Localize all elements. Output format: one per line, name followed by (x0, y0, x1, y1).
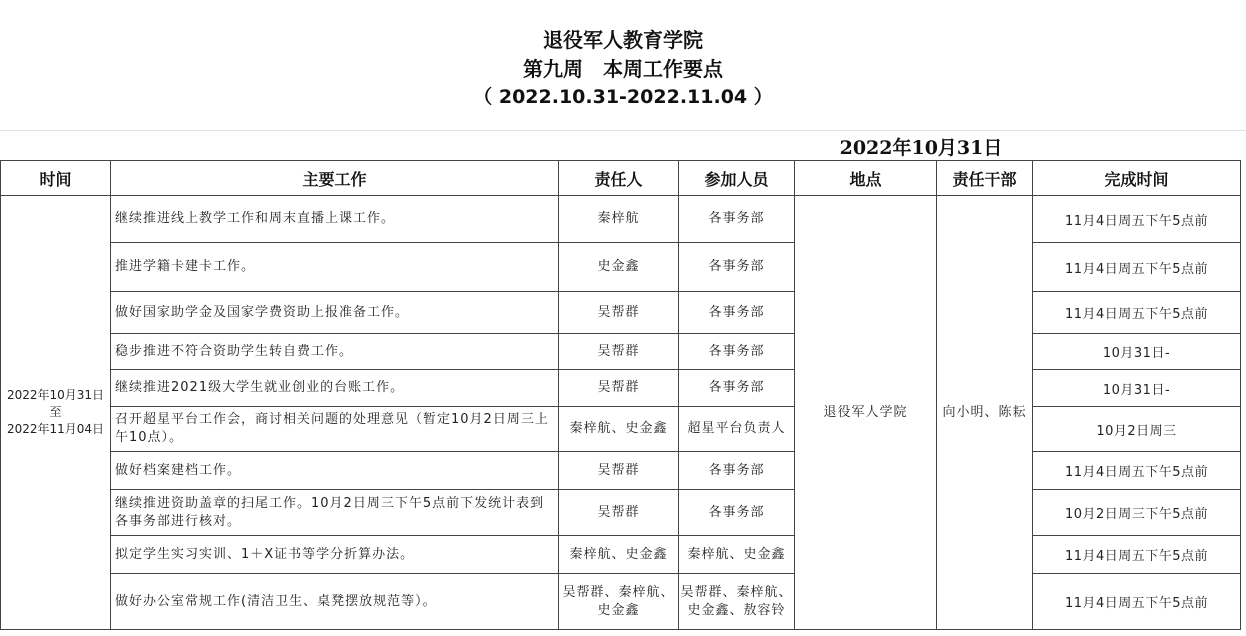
task-cell: 继续推进2021级大学生就业创业的台账工作。 (111, 370, 559, 407)
done-cell: 11月4日周五下午5点前 (1033, 292, 1241, 334)
divider (0, 130, 1246, 131)
participants-cell: 各事务部 (679, 243, 795, 292)
column-header-task: 主要工作 (111, 161, 559, 196)
task-cell: 召开超星平台工作会，商讨相关问题的处理意见（暂定10月2日周三上午10点）。 (111, 407, 559, 452)
location-cell: 退役军人学院 (795, 196, 937, 630)
table-row (1, 243, 1241, 292)
participants-cell: 各事务部 (679, 196, 795, 243)
done-cell: 10月31日- (1033, 334, 1241, 370)
column-header-location: 地点 (795, 161, 937, 196)
participants-cell: 吴帮群、秦梓航、史金鑫、敖容铃 (679, 574, 795, 630)
task-cell: 做好档案建档工作。 (111, 452, 559, 490)
date-heading: 2022年10月31日 (839, 137, 1003, 159)
task-cell: 继续推进线上教学工作和周末直播上课工作。 (111, 196, 559, 243)
person-cell: 吴帮群 (559, 490, 679, 536)
table-header-row (1, 161, 1241, 196)
person-cell: 吴帮群、秦梓航、史金鑫 (559, 574, 679, 630)
week-title: 第九周 本周工作要点 (523, 57, 723, 81)
done-cell: 11月4日周五下午5点前 (1033, 536, 1241, 574)
column-header-done: 完成时间 (1033, 161, 1241, 196)
done-cell: 10月31日- (1033, 370, 1241, 407)
time-end: 2022年11月04日 (6, 422, 105, 436)
table-row (1, 452, 1241, 490)
column-header-cadre: 责任干部 (937, 161, 1033, 196)
participants-cell: 各事务部 (679, 370, 795, 407)
time-start: 2022年10月31日 (6, 388, 105, 402)
participants-cell: 各事务部 (679, 452, 795, 490)
column-header-person: 责任人 (559, 161, 679, 196)
table-row (1, 334, 1241, 370)
participants-cell: 各事务部 (679, 292, 795, 334)
document-title-block (0, 0, 1246, 130)
table-row (1, 407, 1241, 452)
person-cell: 秦梓航 (559, 196, 679, 243)
org-title: 退役军人教育学院 (543, 28, 703, 52)
done-cell: 11月4日周五下午5点前 (1033, 574, 1241, 630)
done-cell: 11月4日周五下午5点前 (1033, 452, 1241, 490)
task-cell: 拟定学生实习实训、1＋X证书等学分折算办法。 (111, 536, 559, 574)
column-header-time: 时间 (1, 161, 111, 196)
table-row (1, 574, 1241, 630)
time-span-cell (1, 196, 111, 630)
task-cell: 做好办公室常规工作(清洁卫生、桌凳摆放规范等）。 (111, 574, 559, 630)
task-cell: 继续推进资助盖章的扫尾工作。10月2日周三下午5点前下发统计表到各事务部进行核对。 (111, 490, 559, 536)
column-header-participants: 参加人员 (679, 161, 795, 196)
participants-cell: 各事务部 (679, 334, 795, 370)
work-plan-table (0, 160, 1241, 630)
person-cell: 秦梓航、史金鑫 (559, 536, 679, 574)
task-cell: 推进学籍卡建卡工作。 (111, 243, 559, 292)
task-cell: 稳步推进不符合资助学生转自费工作。 (111, 334, 559, 370)
table-row (1, 292, 1241, 334)
participants-cell: 超星平台负责人 (679, 407, 795, 452)
time-to: 至 (49, 405, 62, 419)
person-cell: 秦梓航、史金鑫 (559, 407, 679, 452)
person-cell: 吴帮群 (559, 370, 679, 407)
task-cell: 做好国家助学金及国家学费资助上报准备工作。 (111, 292, 559, 334)
table-row (1, 536, 1241, 574)
table-row (1, 490, 1241, 536)
done-cell: 11月4日周五下午5点前 (1033, 196, 1241, 243)
person-cell: 吴帮群 (559, 292, 679, 334)
date-range: （ 2022.10.31-2022.11.04 ） (473, 86, 773, 108)
done-cell: 10月2日周三下午5点前 (1033, 490, 1241, 536)
participants-cell: 秦梓航、史金鑫 (679, 536, 795, 574)
table-row (1, 370, 1241, 407)
person-cell: 吴帮群 (559, 452, 679, 490)
person-cell: 吴帮群 (559, 334, 679, 370)
person-cell: 史金鑫 (559, 243, 679, 292)
table-row (1, 196, 1241, 243)
done-cell: 11月4日周五下午5点前 (1033, 243, 1241, 292)
cadre-cell: 向小明、陈耘 (937, 196, 1033, 630)
participants-cell: 各事务部 (679, 490, 795, 536)
done-cell: 10月2日周三 (1033, 407, 1241, 452)
